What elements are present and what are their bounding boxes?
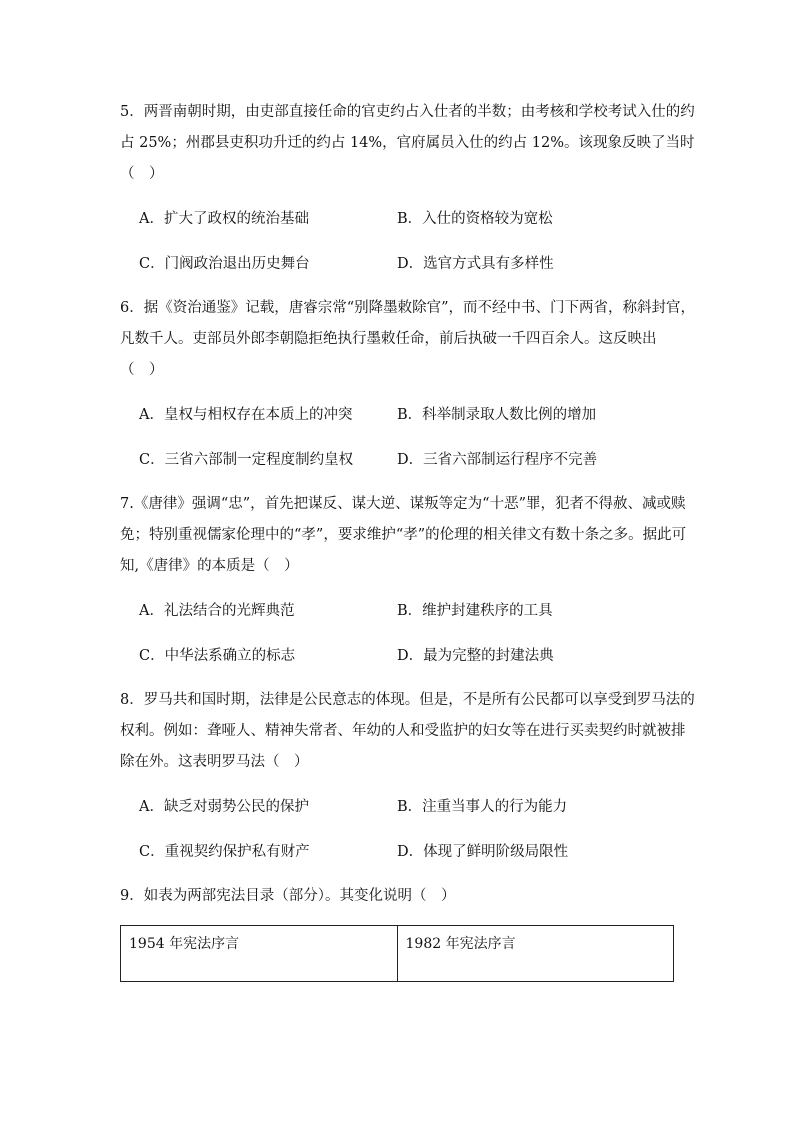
q7-option-b[interactable]: B．维护封建秩序的工具 (397, 603, 553, 619)
q8-line-1: 8．罗马共和国时期，法律是公民意志的体现。但是，不是所有公民都可以享受到罗马法的 (120, 692, 695, 708)
table-cell-1982: 1982 年宪法序言 (397, 926, 674, 982)
q9-line-1: 9．如表为两部宪法目录（部分）。其变化说明（ ） (120, 888, 456, 904)
q5-option-c[interactable]: C．门阀政治退出历史舞台 (139, 256, 310, 272)
q7-line-2: 免；特别重视儒家伦理中的“孝”，要求维护“孝”的伦理的相关律文有数十条之多。据此可 (120, 527, 687, 543)
q7-option-d[interactable]: D．最为完整的封建法典 (397, 648, 554, 664)
constitution-table (120, 925, 674, 982)
q8-option-a[interactable]: A．缺乏对弱势公民的保护 (139, 799, 309, 815)
q6-option-b[interactable]: B．科举制录取人数比例的增加 (397, 407, 597, 423)
q8-option-d[interactable]: D．体现了鲜明阶级局限性 (397, 844, 569, 860)
q6-option-c[interactable]: C．三省六部制一定程度制约皇权 (139, 452, 354, 468)
q5-option-a[interactable]: A．扩大了政权的统治基础 (139, 211, 309, 227)
q6-line-3: （ ） (120, 362, 164, 378)
q5-line-3: （ ） (120, 166, 164, 182)
q7-option-c[interactable]: C．中华法系确立的标志 (139, 648, 296, 664)
q7-line-1: 7.《唐律》强调“忠”，首先把谋反、谋大逆、谋叛等定为“十恶”罪，犯者不得赦、减或赎 (120, 496, 686, 512)
q6-line-2: 凡数千人。吏部员外郎李朝隐拒绝执行墨敕任命，前后执破一千四百余人。这反映出 (120, 331, 657, 347)
q6-line-1: 6．据《资治通鉴》记载，唐睿宗常“别降墨敕除官”，而不经中书、门下两省，称斜封官， (120, 300, 696, 316)
q5-option-d[interactable]: D．选官方式具有多样性 (397, 256, 554, 272)
q5-option-b[interactable]: B．入仕的资格较为宽松 (397, 211, 553, 227)
q8-line-3: 除在外。这表明罗马法（ ） (120, 754, 309, 770)
q8-option-b[interactable]: B．注重当事人的行为能力 (397, 799, 568, 815)
q7-option-a[interactable]: A．礼法结合的光辉典范 (139, 603, 295, 619)
q7-line-3: 知,《唐律》的本质是（ ） (120, 558, 299, 574)
table-row (121, 926, 674, 982)
q6-option-d[interactable]: D．三省六部制运行程序不完善 (397, 452, 598, 468)
q5-line-2: 占 25%；州郡县吏积功升迁的约占 14%，官府属员入仕的约占 12%。该现象反映了当时 (120, 135, 695, 151)
table-cell-1954: 1954 年宪法序言 (121, 926, 398, 982)
q8-line-2: 权利。例如：聋哑人、精神失常者、年幼的人和受监护的妇女等在进行买卖契约时就被排 (120, 723, 686, 739)
q6-option-a[interactable]: A．皇权与相权存在本质上的冲突 (139, 407, 353, 423)
q5-line-1: 5．两晋南朝时期，由吏部直接任命的官吏约占入仕者的半数；由考核和学校考试入仕的约 (120, 104, 695, 120)
q8-option-c[interactable]: C．重视契约保护私有财产 (139, 844, 310, 860)
